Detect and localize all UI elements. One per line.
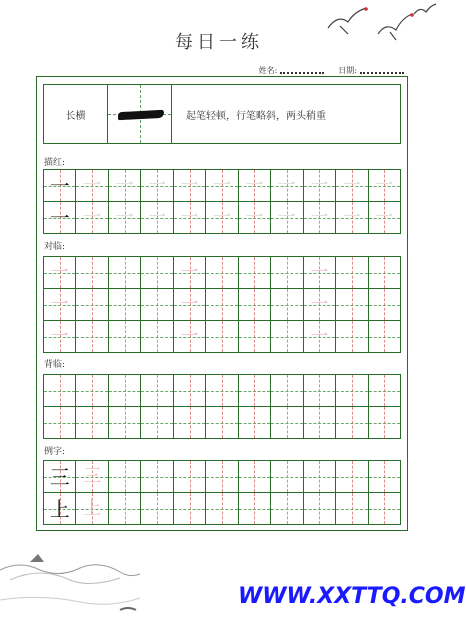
grid-cell bbox=[304, 461, 336, 493]
section-examples-label: 例字: bbox=[44, 447, 66, 457]
grid-character: 一 bbox=[180, 261, 199, 283]
grid-character: 一 bbox=[148, 206, 167, 228]
grid-cell bbox=[174, 170, 206, 202]
grid-cell bbox=[174, 257, 206, 289]
grid-cell bbox=[141, 202, 173, 234]
grid-character: 一 bbox=[115, 174, 134, 196]
grid-cell bbox=[174, 407, 206, 439]
grid-character: 一 bbox=[342, 174, 361, 196]
grid-cell bbox=[109, 170, 141, 202]
grid-character: 一 bbox=[277, 206, 296, 228]
grid-cell bbox=[141, 375, 173, 407]
grid-cell bbox=[44, 493, 76, 525]
grid-character: 一 bbox=[245, 206, 264, 228]
example-grid bbox=[43, 460, 401, 525]
grid-cell bbox=[141, 407, 173, 439]
section-trace-label: 描红: bbox=[44, 158, 66, 168]
grid-character: 一 bbox=[310, 206, 329, 228]
grid-cell bbox=[304, 321, 336, 353]
grid-cell bbox=[336, 202, 368, 234]
grid-cell bbox=[206, 257, 238, 289]
grid-cell bbox=[141, 257, 173, 289]
grid-cell bbox=[76, 375, 108, 407]
section-copy-label: 对临: bbox=[44, 242, 66, 252]
grid-cell bbox=[141, 461, 173, 493]
grid-cell bbox=[141, 170, 173, 202]
copy-grid bbox=[43, 256, 401, 353]
grid-cell bbox=[109, 461, 141, 493]
grid-cell bbox=[239, 289, 271, 321]
grid-cell bbox=[239, 375, 271, 407]
grid-cell bbox=[239, 321, 271, 353]
grid-cell bbox=[206, 493, 238, 525]
grid-cell bbox=[271, 170, 303, 202]
grid-cell bbox=[174, 461, 206, 493]
grid-character: 一 bbox=[83, 174, 102, 196]
grid-cell bbox=[271, 321, 303, 353]
grid-cell bbox=[206, 461, 238, 493]
grid-character: 一 bbox=[50, 293, 69, 315]
grid-character: 一 bbox=[277, 174, 296, 196]
grid-character: 一 bbox=[180, 174, 199, 196]
grid-cell bbox=[174, 202, 206, 234]
grid-cell bbox=[369, 170, 401, 202]
grid-cell bbox=[369, 493, 401, 525]
grid-cell bbox=[44, 321, 76, 353]
grid-cell bbox=[369, 407, 401, 439]
grid-cell bbox=[206, 170, 238, 202]
page-title: 每日一练 bbox=[175, 32, 263, 53]
site-watermark: WWW.XXTTQ.COM bbox=[238, 584, 466, 609]
grid-cell bbox=[109, 289, 141, 321]
grid-cell bbox=[141, 493, 173, 525]
grid-cell bbox=[76, 493, 108, 525]
name-blank[interactable] bbox=[280, 68, 324, 74]
stroke-demo-cell bbox=[108, 85, 172, 143]
grid-cell bbox=[271, 375, 303, 407]
ink-landscape-illustration bbox=[0, 540, 140, 618]
grid-cell bbox=[174, 321, 206, 353]
stroke-info-box bbox=[43, 84, 401, 144]
grid-cell bbox=[239, 202, 271, 234]
grid-cell bbox=[369, 257, 401, 289]
grid-cell bbox=[304, 289, 336, 321]
grid-cell bbox=[336, 257, 368, 289]
grid-cell bbox=[336, 407, 368, 439]
grid-cell bbox=[369, 375, 401, 407]
practice-sheet-frame bbox=[36, 76, 408, 531]
grid-cell bbox=[174, 375, 206, 407]
grid-cell bbox=[239, 170, 271, 202]
grid-cell bbox=[109, 375, 141, 407]
grid-cell bbox=[271, 289, 303, 321]
grid-character: 一 bbox=[375, 174, 394, 196]
grid-cell bbox=[206, 202, 238, 234]
cranes-illustration bbox=[318, 0, 438, 50]
grid-character: 一 bbox=[310, 325, 329, 347]
grid-character: 一 bbox=[115, 206, 134, 228]
grid-character: 一 bbox=[310, 261, 329, 283]
grid-cell bbox=[336, 321, 368, 353]
grid-cell bbox=[336, 289, 368, 321]
grid-cell bbox=[336, 461, 368, 493]
grid-character: 一 bbox=[310, 174, 329, 196]
grid-cell bbox=[336, 493, 368, 525]
name-date-fields bbox=[259, 65, 404, 76]
grid-cell bbox=[369, 289, 401, 321]
grid-cell bbox=[304, 257, 336, 289]
grid-character: 一 bbox=[148, 174, 167, 196]
grid-cell bbox=[76, 257, 108, 289]
grid-character: 一 bbox=[50, 325, 69, 347]
grid-cell bbox=[44, 375, 76, 407]
grid-cell bbox=[369, 321, 401, 353]
grid-cell bbox=[141, 321, 173, 353]
grid-character: 一 bbox=[50, 261, 69, 283]
date-label: 日期: bbox=[338, 66, 357, 75]
grid-cell bbox=[44, 407, 76, 439]
grid-character: 一 bbox=[180, 293, 199, 315]
grid-character: 一 bbox=[180, 325, 199, 347]
grid-cell bbox=[271, 257, 303, 289]
grid-character: 一 bbox=[245, 174, 264, 196]
grid-cell bbox=[304, 375, 336, 407]
grid-cell bbox=[239, 493, 271, 525]
trace-grid bbox=[43, 169, 401, 234]
grid-cell bbox=[76, 289, 108, 321]
grid-cell bbox=[76, 202, 108, 234]
grid-cell bbox=[44, 170, 76, 202]
section-memory-label: 背临: bbox=[44, 360, 66, 370]
grid-cell bbox=[109, 407, 141, 439]
grid-cell bbox=[174, 289, 206, 321]
grid-cell bbox=[44, 461, 76, 493]
grid-cell bbox=[304, 407, 336, 439]
grid-cell bbox=[304, 170, 336, 202]
grid-cell bbox=[239, 461, 271, 493]
grid-character: 一 bbox=[342, 206, 361, 228]
grid-cell bbox=[369, 202, 401, 234]
grid-cell bbox=[336, 170, 368, 202]
grid-character: 上 bbox=[83, 497, 102, 519]
memory-grid bbox=[43, 374, 401, 439]
grid-cell bbox=[206, 321, 238, 353]
grid-character: 一 bbox=[375, 206, 394, 228]
grid-cell bbox=[304, 202, 336, 234]
grid-cell bbox=[174, 493, 206, 525]
stroke-name: 长横 bbox=[44, 85, 108, 143]
grid-cell bbox=[336, 375, 368, 407]
grid-character: 一 bbox=[180, 206, 199, 228]
grid-cell bbox=[304, 493, 336, 525]
grid-cell bbox=[206, 375, 238, 407]
grid-character: 一 bbox=[212, 174, 231, 196]
grid-cell bbox=[109, 493, 141, 525]
grid-character: 上 bbox=[49, 496, 70, 521]
grid-cell bbox=[271, 461, 303, 493]
grid-cell bbox=[369, 461, 401, 493]
grid-cell bbox=[271, 493, 303, 525]
grid-cell bbox=[44, 202, 76, 234]
grid-character: 三 bbox=[49, 464, 70, 489]
grid-cell bbox=[271, 202, 303, 234]
grid-cell bbox=[44, 257, 76, 289]
grid-character: 一 bbox=[49, 173, 70, 198]
grid-character: 一 bbox=[212, 206, 231, 228]
grid-cell bbox=[109, 202, 141, 234]
grid-cell bbox=[239, 257, 271, 289]
stroke-description: 起笔轻顿，行笔略斜，两头稍重 bbox=[186, 110, 326, 122]
grid-cell bbox=[206, 289, 238, 321]
grid-character: 一 bbox=[49, 205, 70, 230]
grid-cell bbox=[44, 289, 76, 321]
grid-character: 三 bbox=[83, 465, 102, 487]
grid-cell bbox=[271, 407, 303, 439]
grid-cell bbox=[141, 289, 173, 321]
grid-cell bbox=[76, 321, 108, 353]
grid-character: 一 bbox=[83, 206, 102, 228]
grid-cell bbox=[239, 407, 271, 439]
name-label: 姓名: bbox=[258, 66, 278, 75]
date-blank[interactable] bbox=[360, 68, 404, 74]
grid-cell bbox=[76, 170, 108, 202]
grid-cell bbox=[109, 321, 141, 353]
grid-cell bbox=[109, 257, 141, 289]
horizontal-stroke-icon bbox=[118, 110, 164, 120]
grid-character: 一 bbox=[310, 293, 329, 315]
grid-cell bbox=[76, 407, 108, 439]
grid-cell bbox=[206, 407, 238, 439]
grid-cell bbox=[76, 461, 108, 493]
